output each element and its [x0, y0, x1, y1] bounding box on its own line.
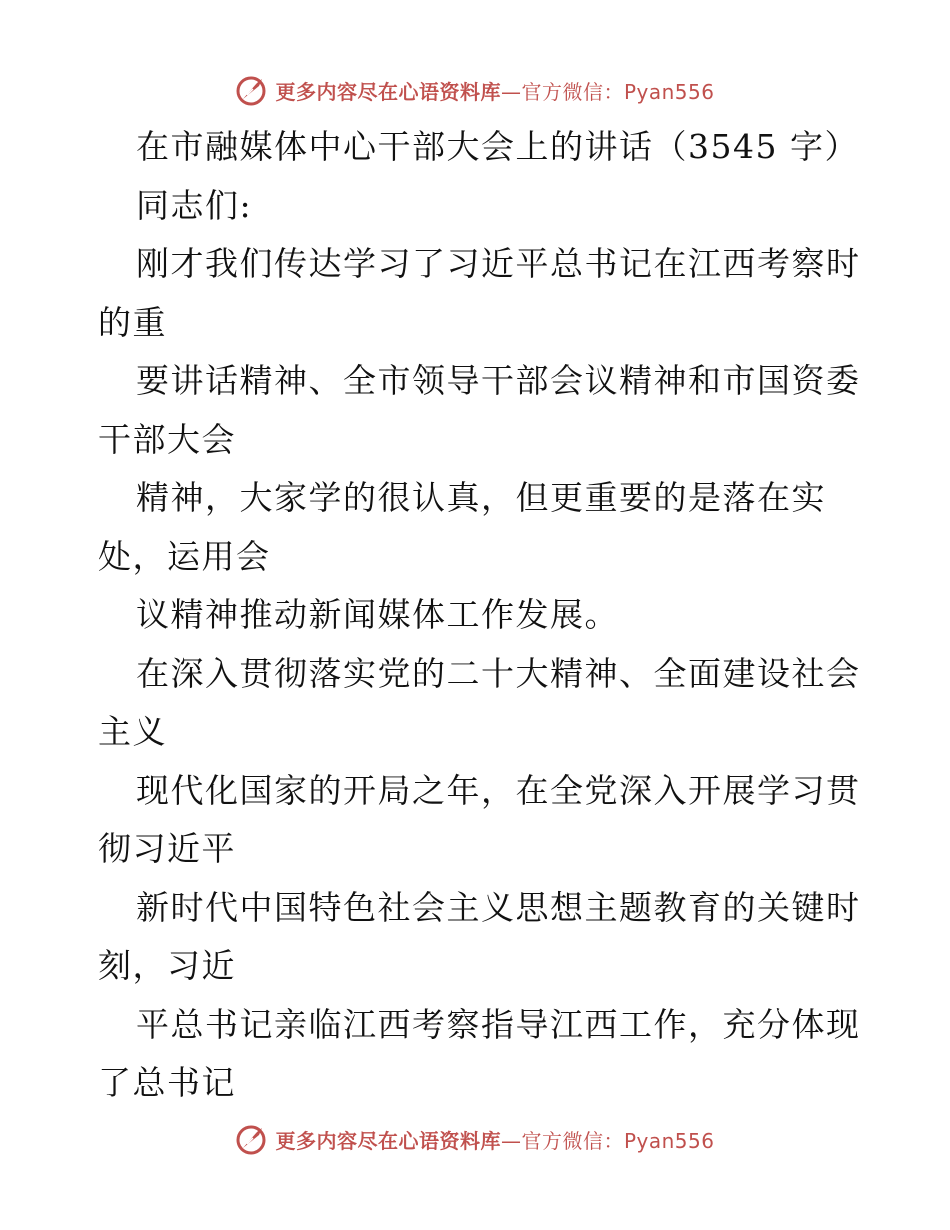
document-line: 同志们:: [136, 185, 253, 225]
document-line: 处，运用会: [98, 536, 271, 576]
footer-brand-text: 更多内容尽在心语资料库: [275, 1128, 501, 1153]
header-separator: —: [500, 79, 522, 104]
document-line: 刚才我们传达学习了习近平总书记在江西考察时: [136, 244, 861, 283]
document-line: 在深入贯彻落实党的二十大精神、全面建设社会: [136, 653, 861, 693]
document-line: 议精神推动新闻媒体工作发展。: [136, 595, 619, 634]
footer-separator: —: [500, 1128, 522, 1153]
header-banner: [0, 70, 950, 110]
pen-logo-icon: [235, 73, 269, 107]
header-wechat-text: 官方微信：Pyan556: [521, 79, 715, 104]
document-line: 的重: [98, 302, 167, 342]
header-brand-text: 更多内容尽在心语资料库: [275, 79, 501, 104]
document-line: 平总书记亲临江西考察指导江西工作，充分体现: [136, 1004, 861, 1044]
document-line: 要讲话精神、全市领导干部会议精神和市国资委: [136, 361, 861, 400]
footer-banner: [0, 1119, 950, 1159]
document-line: 现代化国家的开局之年，在全党深入开展学习贯: [136, 770, 861, 810]
footer-banner-text: [275, 1125, 714, 1154]
document-line: 新时代中国特色社会主义思想主题教育的关键时: [136, 887, 861, 927]
document-line: 了总书记: [98, 1063, 236, 1102]
footer-wechat-text: 官方微信：Pyan556: [521, 1128, 715, 1153]
document-body: [98, 118, 861, 1113]
document-line: 精神，大家学的很认真，但更重要的是落在实: [136, 478, 826, 517]
document-title: 在市融媒体中心干部大会上的讲话（3545 字）: [136, 127, 859, 166]
pen-logo-icon: [235, 1122, 269, 1156]
document-line: 主义: [98, 712, 167, 751]
header-banner-text: [275, 76, 714, 105]
document-line: 彻习近平: [98, 829, 236, 868]
document-line: 干部大会: [98, 419, 236, 459]
document-line: 刻，习近: [98, 946, 236, 985]
